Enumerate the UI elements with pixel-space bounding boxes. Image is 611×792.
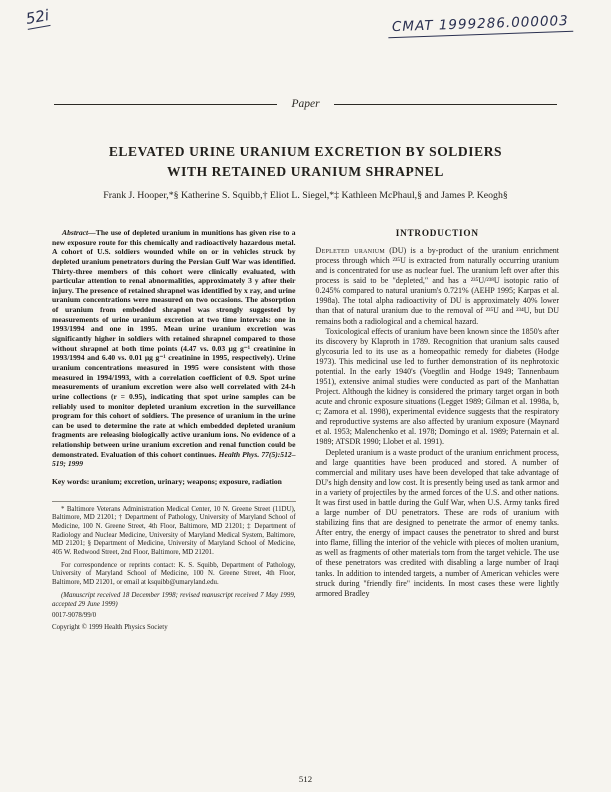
footnote-manuscript-history: (Manuscript received 18 December 1998; revised manuscript received 7 May 1999, accepted 29 June 1999): [52, 591, 296, 608]
authors-line: Frank J. Hooper,*§ Katherine S. Squibb,† Eliot L. Siegel,*‡ Kathleen McPhaul,§ and James P. Keogh§: [103, 190, 508, 201]
introduction-paragraph-3: Depleted uranium is a waste product of the uranium enrichment process, and large quantities have been produced and stored. A number of commercial and military uses have been developed that take advantage of DU's high density and low cost. It is presently being used as tank armor and in a variety of projectiles by the armed forces of the U.S. and other nations. It was first used in battle during the Gulf War, when U.S. Army tanks fired a large number of DU penetrators. These are rods of uranium with stabilizing fins that are designed to penetrate the armor of enemy tanks. After entry, the energy of impact causes the penetrator to shred and burst into flame, filling the interior of the vehicle with pieces of molten uranium, as well as fragments of other materials torn from the target vehicle. The use of these penetrators was credited with disabling a large number of Iraqi tanks. In addition to intended targets, a number of American vehicles were struck during "friendly fire" incidents. In most cases these were lightly armored Bradley: [315, 447, 559, 598]
rule-segment-right: [334, 104, 557, 105]
two-column-body: [52, 228, 559, 764]
footnote-affiliations: * Baltimore Veterans Administration Medical Center, 10 N. Greene Street (11DU), Baltimore, MD 21201; † Department of Pathology, University of Maryland School of Medicine, 100 N. Greene Street, 4th Floor, Baltimore, MD 21201; ‡ Department of Radiology and Nuclear Medicine, University of Maryland Medical System, Baltimore, MD 21201; § Department of Medicine, University of Maryland School of Medicine, 405 W. Redwood Street, 2nd Floor, Baltimore, MD 21201.: [52, 505, 296, 557]
title-line-2: WITH RETAINED URANIUM SHRAPNEL: [167, 164, 444, 180]
introduction-paragraph-2: Toxicological effects of uranium have been known since the 1850's after its discovery by Klaproth in 1789. Recognition that uranium salts caused glycosuria led to its use as a homeopathic remedy for diabetes (Hodge 1973). This medicinal use led to further demonstration of its nephrotoxic potential. In the early 1940's (Voegtlin and Hodge 1949; Tannenbaum 1951), extensive animal studies were conducted as part of the Manhattan Project. Although the kidney is considered the primary target organ in both acute and chronic exposure situations (Legget 1989; Gilman et al. 1998a, b, c; Zamora et al. 1998), experimental evidence suggests that the respiratory and reproductive systems are also affected by uranium exposure (Maynard et al. 1953; Malenchenko et al. 1978; Domingo et al. 1989; Paternain et al. 1989; ATSDR 1990; Llobet et al. 1991).: [315, 326, 559, 447]
section-rule: [54, 98, 557, 110]
footnote-correspondence: For correspondence or reprints contact: K. S. Squibb, Department of Pathology, University of Maryland School of Medicine, 100 N. Greene Street, 4th Floor, Baltimore, MD 21201, or email at ksquibb@umaryland.edu.: [52, 561, 296, 587]
introduction-heading: INTRODUCTION: [395, 228, 479, 238]
abstract-text: The use of depleted uranium in munitions has given rise to a new exposure route for this chemically and radioactively hazardous metal. A cohort of U.S. soldiers wounded while on or in vehicles struck by depleted uranium penetrators during the Persian Gulf War was identified. Thirty-three members of this cohort were clinically evaluated, with particular attention to renal abnormalities, approximately 3 y after their injury. The presence of retained shrapnel was identified by x ray, and urine uranium concentrations were measured on two occasions. The absorption of uranium from embedded shrapnel was strongly suggested by measurements of urine uranium excretion at two time intervals: one in 1993/1994 and one in 1995. Mean urine uranium excretion was significantly higher in soldiers with retained shrapnel compared to those without shrapnel at both time points (4.47 vs. 0.03 μg g⁻¹ creatinine in 1993/1994 and 6.40 vs. 0.01 μg g⁻¹ creatinine in 1995, respectively). Urine uranium concentrations measured in 1995 were consistent with those measured in 1994/1993, with a correlation coefficient of 0.9. Spot urine measurements of uranium excretion were also well correlated with 24-h urine collections (r = 0.95), indicating that spot urine samples can be reliably used to monitor depleted uranium excretion in the surveillance program for this cohort of soldiers. The presence of uranium in the urine can be used to determine the rate at which embedded depleted uranium fragments are releasing biologically active uranium ions. No evidence of a relationship between urine uranium excretion and renal function could be demonstrated. Evaluation of this cohort continues.: [52, 228, 296, 459]
handwritten-mark-top-left: 52i: [24, 6, 51, 28]
footnote-issn: 0017-9078/99/0: [52, 612, 97, 620]
footnote-copyright: Copyright © 1999 Health Physics Society: [52, 623, 168, 631]
page-number: 512: [298, 774, 313, 784]
left-column: [52, 228, 296, 764]
keywords-text: uranium; excretion, urinary; weapons; exposure, radiation: [89, 477, 282, 487]
title-line-1: ELEVATED URINE URANIUM EXCRETION BY SOLDIERS: [108, 144, 503, 159]
abstract-label: Abstract—: [62, 228, 96, 237]
keywords-line: [52, 477, 296, 487]
abstract-citation: Health Phys. 77(5):512–519; 1999: [52, 449, 296, 469]
section-label: Paper: [291, 98, 320, 110]
rule-segment-left: [54, 104, 277, 105]
footnote-separator-rule: [52, 501, 296, 502]
handwritten-mark-top-right: CMAT 1999286.000003: [388, 13, 573, 38]
introduction-paragraph-1: [316, 246, 560, 327]
abstract-paragraph: [52, 228, 296, 469]
right-column: [316, 228, 560, 764]
paper-title: [0, 142, 611, 183]
keywords-label: Key words:: [52, 477, 90, 487]
introduction-paragraph-1-text: (DU) is a by-product of the uranium enrichment process through which ²³⁵U is extracted from naturally occurring uranium and is concentrated for use as nuclear fuel. The uranium left over after this process is said to be "depleted," and has a ²³⁵U/²³⁸U isotopic ratio of 0.245% compared to natural uranium's 0.721% (AEHP 1995; Karpas et al. 1998a). The total alpha radioactivity of DU is approximately 40% lower than that of natural uranium due to the removal of ²³⁵U and ²³⁴U, but DU remains both a radiological and a chemical hazard.: [315, 246, 559, 326]
introduction-lead: Depleted uranium: [315, 246, 385, 255]
